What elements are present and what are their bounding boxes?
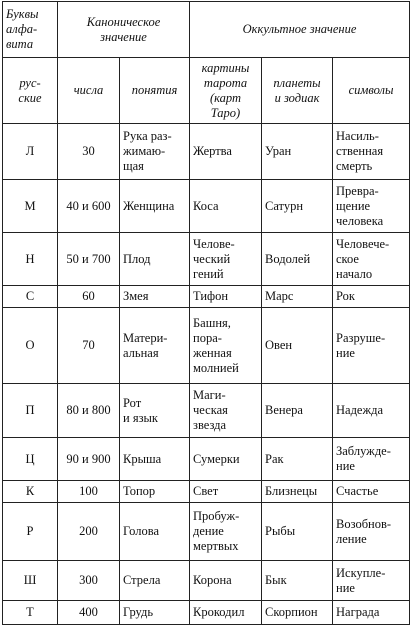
symbol-cell: Рок bbox=[333, 286, 410, 308]
concept-cell: Женщина bbox=[120, 180, 190, 233]
table-row bbox=[3, 601, 410, 625]
letter-cell: Ш bbox=[3, 561, 58, 601]
tarot-cell: Коса bbox=[190, 180, 262, 233]
table-body bbox=[3, 124, 410, 625]
symbol-cell: Искупле- ние bbox=[333, 561, 410, 601]
planet-cell: Овен bbox=[262, 308, 333, 384]
tarot-cell: Корона bbox=[190, 561, 262, 601]
planet-cell: Водолей bbox=[262, 233, 333, 286]
number-cell: 40 и 600 bbox=[58, 180, 120, 233]
tarot-cell: Свет bbox=[190, 481, 262, 503]
header-concepts: понятия bbox=[120, 58, 190, 124]
tarot-cell: Челове- ческий гений bbox=[190, 233, 262, 286]
table-row bbox=[3, 503, 410, 561]
tarot-cell: Маги- ческая звезда bbox=[190, 384, 262, 438]
concept-cell: Крыша bbox=[120, 438, 190, 481]
number-cell: 100 bbox=[58, 481, 120, 503]
tarot-cell: Сумерки bbox=[190, 438, 262, 481]
table-row bbox=[3, 308, 410, 384]
header-tarot: картины тарота (карт Таро) bbox=[190, 58, 262, 124]
concept-cell: Топор bbox=[120, 481, 190, 503]
letter-cell: Р bbox=[3, 503, 58, 561]
alphabet-meaning-table bbox=[2, 1, 410, 625]
table-row bbox=[3, 438, 410, 481]
planet-cell: Уран bbox=[262, 124, 333, 180]
symbol-cell: Человече- ское начало bbox=[333, 233, 410, 286]
concept-cell: Рот и язык bbox=[120, 384, 190, 438]
planet-cell: Сатурн bbox=[262, 180, 333, 233]
planet-cell: Близнецы bbox=[262, 481, 333, 503]
header-row-sub bbox=[3, 58, 410, 124]
symbol-cell: Заблужде- ние bbox=[333, 438, 410, 481]
table-row bbox=[3, 124, 410, 180]
concept-cell: Змея bbox=[120, 286, 190, 308]
table-row bbox=[3, 286, 410, 308]
number-cell: 30 bbox=[58, 124, 120, 180]
planet-cell: Рак bbox=[262, 438, 333, 481]
number-cell: 50 и 700 bbox=[58, 233, 120, 286]
symbol-cell: Счастье bbox=[333, 481, 410, 503]
letter-cell: К bbox=[3, 481, 58, 503]
planet-cell: Марс bbox=[262, 286, 333, 308]
planet-cell: Венера bbox=[262, 384, 333, 438]
number-cell: 300 bbox=[58, 561, 120, 601]
header-russian: рус- ские bbox=[3, 58, 58, 124]
concept-cell: Голова bbox=[120, 503, 190, 561]
number-cell: 90 и 900 bbox=[58, 438, 120, 481]
concept-cell: Матери- альная bbox=[120, 308, 190, 384]
tarot-cell: Тифон bbox=[190, 286, 262, 308]
tarot-cell: Крокодил bbox=[190, 601, 262, 625]
number-cell: 60 bbox=[58, 286, 120, 308]
tarot-cell: Жертва bbox=[190, 124, 262, 180]
number-cell: 70 bbox=[58, 308, 120, 384]
number-cell: 400 bbox=[58, 601, 120, 625]
table-row bbox=[3, 233, 410, 286]
symbol-cell: Превра- щение человека bbox=[333, 180, 410, 233]
header-occult: Оккультное значение bbox=[190, 2, 410, 58]
concept-cell: Рука раз- жимаю- щая bbox=[120, 124, 190, 180]
symbol-cell: Разруше- ние bbox=[333, 308, 410, 384]
header-planets: планеты и зодиак bbox=[262, 58, 333, 124]
concept-cell: Грудь bbox=[120, 601, 190, 625]
letter-cell: М bbox=[3, 180, 58, 233]
symbol-cell: Возобнов- ление bbox=[333, 503, 410, 561]
symbol-cell: Надежда bbox=[333, 384, 410, 438]
table-row bbox=[3, 561, 410, 601]
symbol-cell: Награда bbox=[333, 601, 410, 625]
header-numbers: числа bbox=[58, 58, 120, 124]
letter-cell: С bbox=[3, 286, 58, 308]
tarot-cell: Пробуж- дение мертвых bbox=[190, 503, 262, 561]
letter-cell: Л bbox=[3, 124, 58, 180]
table-row bbox=[3, 481, 410, 503]
header-canonical: Каноническое значение bbox=[58, 2, 190, 58]
table-row bbox=[3, 384, 410, 438]
number-cell: 80 и 800 bbox=[58, 384, 120, 438]
number-cell: 200 bbox=[58, 503, 120, 561]
planet-cell: Бык bbox=[262, 561, 333, 601]
letter-cell: Т bbox=[3, 601, 58, 625]
header-symbols: символы bbox=[333, 58, 410, 124]
letter-cell: О bbox=[3, 308, 58, 384]
planet-cell: Скорпион bbox=[262, 601, 333, 625]
concept-cell: Плод bbox=[120, 233, 190, 286]
header-row-top bbox=[3, 2, 410, 58]
letter-cell: П bbox=[3, 384, 58, 438]
planet-cell: Рыбы bbox=[262, 503, 333, 561]
letter-cell: Н bbox=[3, 233, 58, 286]
table-row bbox=[3, 180, 410, 233]
concept-cell: Стрела bbox=[120, 561, 190, 601]
header-letters: Буквы алфа- вита bbox=[3, 2, 58, 58]
symbol-cell: Насиль- ственная смерть bbox=[333, 124, 410, 180]
letter-cell: Ц bbox=[3, 438, 58, 481]
tarot-cell: Башня, пора- женная молнией bbox=[190, 308, 262, 384]
